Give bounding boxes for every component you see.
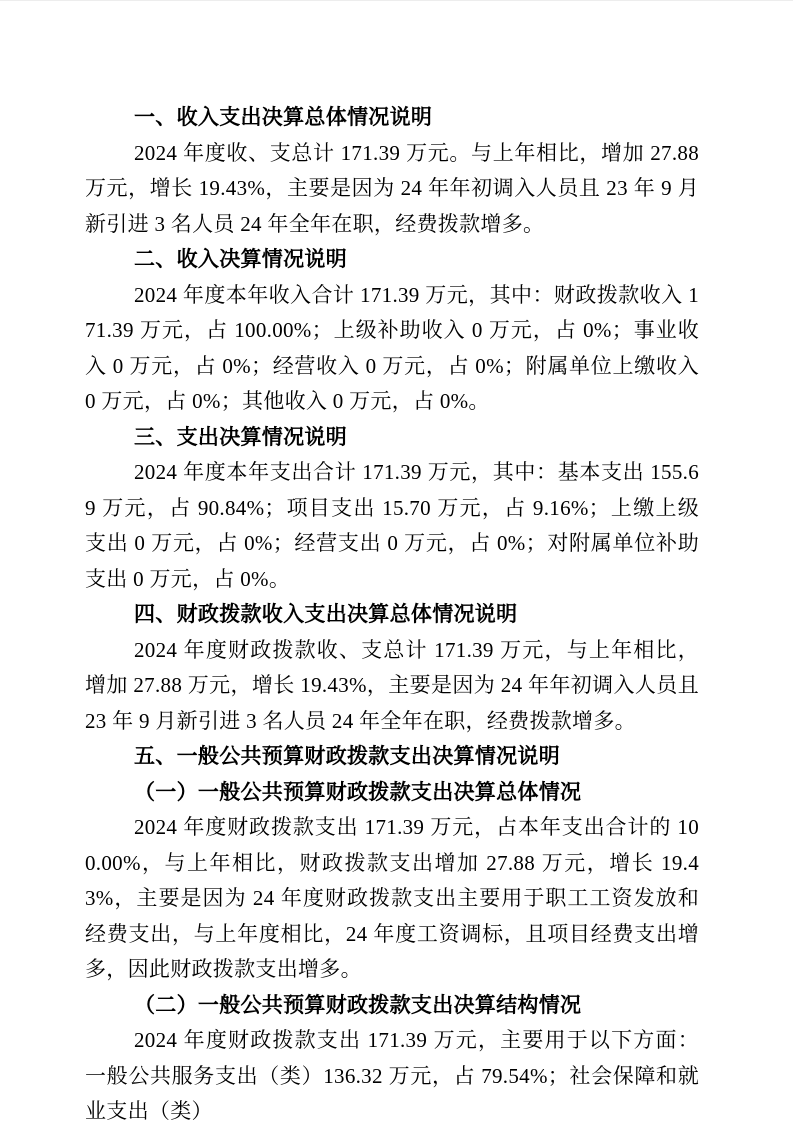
section-5-subheading-2: （二）一般公共预算财政拨款支出决算结构情况 [134,993,582,1017]
section-3-heading: 三、支出决算情况说明 [134,425,347,449]
section-3-paragraph: 2024 年度本年支出合计 171.39 万元，其中：基本支出 155.69 万元，占 90.84%；项目支出 15.70 万元，占 9.16%；上缴上级支出 0 万元，占 0%；经营支出 0 万元，占 0%；对附属单位补助支出 0 万元，占 0%。 [85,460,699,591]
section-5-subheading-1: （一）一般公共预算财政拨款支出决算总体情况 [134,780,582,804]
section-4-heading: 四、财政拨款收入支出决算总体情况说明 [134,603,518,626]
section-5-heading: 五、一般公共预算财政拨款支出决算情况说明 [134,745,560,768]
section-4-paragraph: 2024 年度财政拨款收、支总计 171.39 万元，与上年相比，增加 27.88 万元，增长 19.43%，主要是因为 24 年年初调入人员且 23 年 9 月新引进 3 名人员 24 年全年在职，经费拨款增多。 [85,637,699,733]
document-body [0,1,793,1130]
section-5-subsection-2-paragraph: 2024 年度财政拨款支出 171.39 万元，主要用于以下方面：一般公共服务支出（类）136.32 万元，占 79.54%；社会保障和就业支出（类） [85,1028,699,1123]
section-1-paragraph: 2024 年度收、支总计 171.39 万元。与上年相比，增加 27.88 万元，增长 19.43%，主要是因为 24 年年初调入人员且 23 年 9 月新引进 3 名人员 24 年全年在职，经费拨款增多。 [85,140,699,236]
section-2-heading: 二、收入决算情况说明 [134,248,347,271]
section-2-paragraph: 2024 年度本年收入合计 171.39 万元，其中：财政拨款收入 171.39 万元，占 100.00%；上级补助收入 0 万元，占 0%；事业收入 0 万元，占 0%；经营收入 0 万元，占 0%；附属单位上缴收入 0 万元，占 0%；其他收入 0 万元，占 0%。 [85,282,699,413]
section-1-heading: 一、收入支出决算总体情况说明 [134,106,433,129]
section-5-subsection-1-paragraph: 2024 年度财政拨款支出 171.39 万元，占本年支出合计的 100.00%，与上年相比，财政拨款支出增加 27.88 万元，增长 19.43%，主要是因为 24 年度财政拨款支出主要用于职工工资发放和经费支出，与上年度相比，24 年度工资调标，且项目经费支出增多，因此财政拨款支出增多。 [85,815,699,981]
